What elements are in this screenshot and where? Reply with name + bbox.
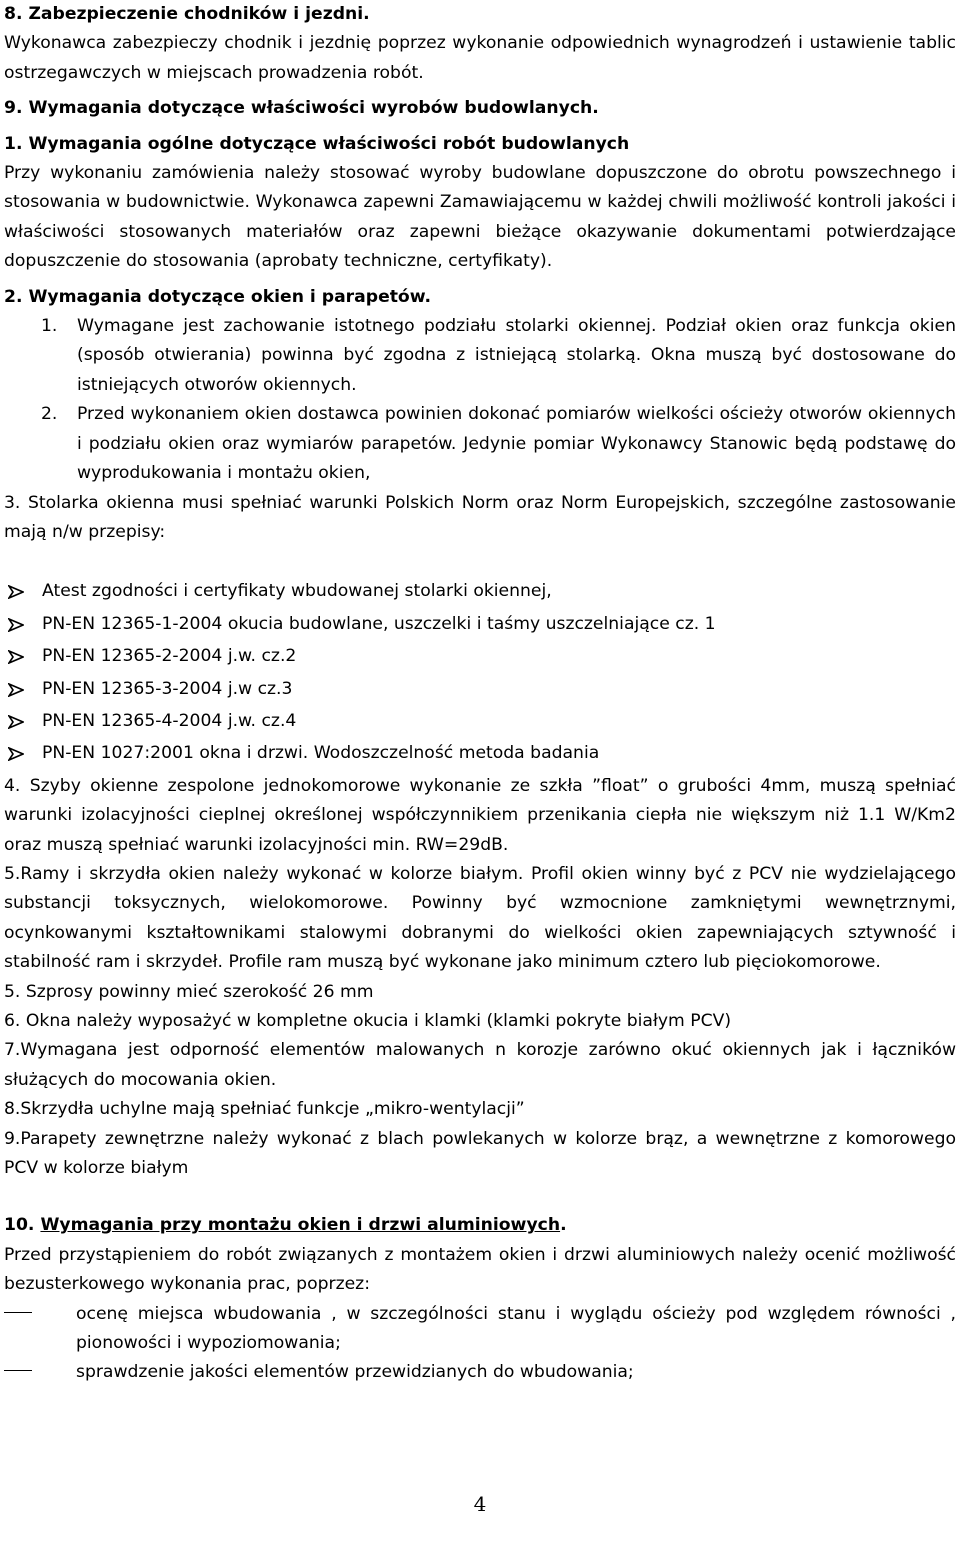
list-item <box>4 610 956 642</box>
windows-item-3: 3. Stolarka okienna musi spełniać warunki Polskich Norm oraz Norm Europejskich, szczególne zastosowanie mają n/w przepisy: <box>4 492 956 542</box>
arrow-bullet-icon <box>4 675 42 707</box>
dash-text: sprawdzenie jakości elementów przewidzianych do wbudowania; <box>76 1362 634 1383</box>
norm-text: PN-EN 12365-4-2004 j.w. cz.4 <box>42 710 297 731</box>
norms-list <box>0 577 960 771</box>
list-item <box>4 642 956 674</box>
list-item <box>4 707 956 739</box>
windows-item-1 <box>0 312 960 400</box>
norm-text: PN-EN 12365-1-2004 okucia budowlane, uszczelki i taśmy uszczelniające cz. 1 <box>42 613 716 634</box>
point-9: 9.Parapety zewnętrzne należy wykonać z blach powlekanych w kolorze brąz, a wewnętrzne z komorowego PCV w kolorze białym <box>4 1128 956 1179</box>
point-5-glazing-bars: 5. Szprosy powinny mieć szerokość 26 mm <box>4 981 374 1002</box>
section-10-heading <box>0 1211 960 1240</box>
arrow-bullet-icon <box>4 739 42 771</box>
page-number: 4 <box>473 1492 487 1516</box>
item-number: 1. <box>41 316 58 337</box>
section-8-text: Wykonawca zabezpieczy chodnik i jezdnię poprzez wykonanie odpowiednich wynagrodzeń i ustawienie tablic ostrzegawczych w miejscach prowadzenia robót. <box>4 33 956 83</box>
norm-text: Atest zgodności i certyfikaty wbudowanej stolarki okiennej, <box>42 581 552 602</box>
point-5-frames: 5.Ramy i skrzydła okien należy wykonać w kolorze białym. Profil okien winny być z PCV nie wydzielającego substancji toksycznych, wielokomorowe. Powinny być wzmocnione zamkniętymi wewnętrznymi, ocynkowanymi kształtownikami stalowymi dobranymi do wielkości okien zapewniających sztywność i stabilność ram i skrzydeł. Profile ram muszą być wykonane jako minimum cztero lub pięciokomorowe. <box>4 863 956 973</box>
list-item <box>4 739 956 771</box>
section-9-1-heading: 1. Wymagania ogólne dotyczące właściwości robót budowlanych <box>4 133 630 154</box>
point-8: 8.Skrzydła uchylne mają spełniać funkcje „mikro-wentylacji” <box>4 1099 525 1120</box>
section-10-period: . <box>560 1215 567 1236</box>
section-9-1-text: Przy wykonaniu zamówienia należy stosować wyroby budowlane dopuszczone do obrotu powszechnego i stosowania w budownictwie. Wykonawca zapewni Zamawiającemu w każdej chwili możliwość kontroli jakości i właściwości stosowanych materiałów oraz zapewni bieżące okazywanie dokumentami potwierdzające dopuszczenie do stosowania (aprobaty techniczne, certyfikaty). <box>4 163 956 272</box>
norm-text: PN-EN 12365-3-2004 j.w cz.3 <box>42 678 293 699</box>
item-text: Wymagane jest zachowanie istotnego podziału stolarki okiennej. Podział okien oraz funkcja okien (sposób otwierania) powinna być zgodna z istniejącą stolarką. Okna muszą być dostosowane do istniejących otworów okiennych. <box>77 316 956 395</box>
point-4: 4. Szyby okienne zespolone jednokomorowe wykonanie ze szkła ”float” o grubości 4mm, muszą spełniać warunki izolacyjności cieplnej określonej współczynnikiem przenikania ciepła nie większym niż 1.1 W/Km2 oraz muszą spełniać warunki izolacyjności min. RW=29dB. <box>4 775 956 855</box>
norm-text: PN-EN 1027:2001 okna i drzwi. Wodoszczelność metoda badania <box>42 743 600 764</box>
arrow-bullet-icon <box>4 577 42 609</box>
dash-bullet-icon <box>4 1358 76 1387</box>
dash-text: ocenę miejsca wbudowania , w szczególności stanu i wyglądu ościeży pod względem równości , pionowości i wypoziomowania; <box>76 1303 956 1354</box>
norm-text: PN-EN 12365-2-2004 j.w. cz.2 <box>42 646 297 667</box>
arrow-bullet-icon <box>4 610 42 642</box>
dash-item <box>0 1358 960 1387</box>
section-10-number: 10. <box>4 1215 35 1236</box>
dash-item <box>0 1300 960 1359</box>
arrow-bullet-icon <box>4 707 42 739</box>
section-9-heading: 9. Wymagania dotyczące właściwości wyrobów budowlanych. <box>4 98 599 119</box>
item-number: 2. <box>41 404 58 425</box>
list-item <box>4 675 956 707</box>
point-6: 6. Okna należy wyposażyć w kompletne okucia i klamki (klamki pokryte białym PCV) <box>4 1011 732 1031</box>
section-10-text: Przed przystąpieniem do robót związanych z montażem okien i drzwi aluminiowych należy ocenić możliwość bezusterkowego wykonania prac, poprzez: <box>4 1244 956 1295</box>
item-text: Przed wykonaniem okien dostawca powinien dokonać pomiarów wielkości ościeży otworów okiennych i podziału okien oraz wymiarów parapetów. Jedynie pomiar Wykonawcy Stanowic będą podstawę do wyprodukowania i montażu okien, <box>77 404 956 484</box>
dash-bullet-icon <box>4 1300 76 1359</box>
section-10-title: Wymagania przy montażu okien i drzwi aluminiowych <box>40 1215 561 1236</box>
windows-item-2 <box>0 400 960 488</box>
section-8-heading: 8. Zabezpieczenie chodników i jezdni. <box>4 4 370 24</box>
section-2-heading: 2. Wymagania dotyczące okien i parapetów. <box>4 286 432 307</box>
list-item <box>4 577 956 609</box>
arrow-bullet-icon <box>4 642 42 674</box>
point-7: 7.Wymagana jest odporność elementów malowanych n korozje zarówno okuć okiennych jak i łączników służących do mocowania okien. <box>4 1040 956 1090</box>
